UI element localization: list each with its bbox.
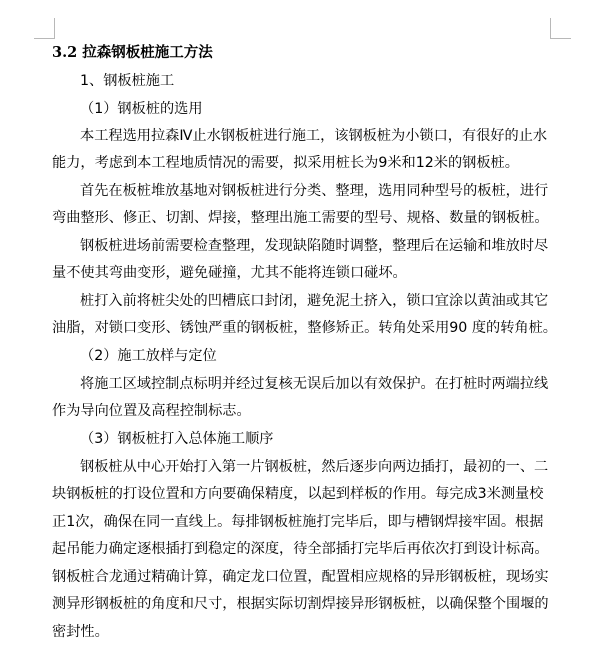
paragraph-line: 起吊能力确定逐根插打到稳定的深度，待全部插打完毕后再依次打到设计标高。 [52,541,549,557]
paragraph-line: 能力，考虑到本工程地质情况的需要，拟采用桩长为9米和12米的钢板桩。 [52,155,519,171]
paragraph-line: 钢板桩进场前需要检查整理，发现缺陷随时调整，整理后在运输和堆放时尽 [80,238,549,254]
paragraph-line: 首先在板桩堆放基地对钢板桩进行分类、整理，选用同种型号的板桩，进行 [80,183,549,199]
paragraph-line: 测异形钢板桩的角度和尺寸，根据实际切割焊接异形钢板桩，以确保整个围堰的 [52,596,549,612]
section-title: 3.2 拉森钢板桩施工方法 [52,44,213,61]
page-corner-mark-top-right [550,18,571,39]
paragraph-line: 弯曲整形、修正、切割、焊接，整理出施工需要的型号、规格、数量的钢板桩。 [52,210,549,226]
page-corner-mark-top-left [34,18,55,39]
item-heading: （3）钢板桩打入总体施工顺序 [80,431,274,447]
paragraph-line: 桩打入前将桩尖处的凹槽底口封闭，避免泥土挤入，锁口宜涂以黄油或其它 [80,293,549,309]
paragraph-line: 量不使其弯曲变形，避免碰撞，尤其不能将连锁口碰坏。 [52,265,407,281]
paragraph-line: 本工程选用拉森Ⅳ止水钢板桩进行施工，该钢板桩为小锁口，有很好的止水 [80,128,548,144]
paragraph-line: 钢板桩从中心开始打入第一片钢板桩，然后逐步向两边插打，最初的一、二 [80,459,549,475]
subsection-heading: 1、钢板桩施工 [80,73,175,89]
paragraph-line: 密封性。 [52,624,109,640]
item-heading: （2）施工放样与定位 [80,348,217,364]
paragraph-line: 钢板桩合龙通过精确计算，确定龙口位置，配置相应规格的异形钢板桩，现场实 [52,569,549,585]
paragraph-line: 将施工区域控制点标明并经过复核无误后加以有效保护。在打桩时两端拉线 [80,376,549,392]
paragraph-line: 作为导向位置及高程控制标志。 [52,403,251,419]
item-heading: （1）钢板桩的选用 [80,101,203,117]
paragraph-line: 块钢板桩的打设位置和方向要确保精度，以起到样板的作用。每完成3米测量校 [52,486,544,502]
paragraph-line: 油脂，对锁口变形、锈蚀严重的钢板桩，整修矫正。转角处采用90 度的转角桩。 [52,320,557,336]
paragraph-line: 正1次，确保在同一直线上。每排钢板桩施打完毕后，即与槽钢焊接牢固。根据 [52,514,544,530]
